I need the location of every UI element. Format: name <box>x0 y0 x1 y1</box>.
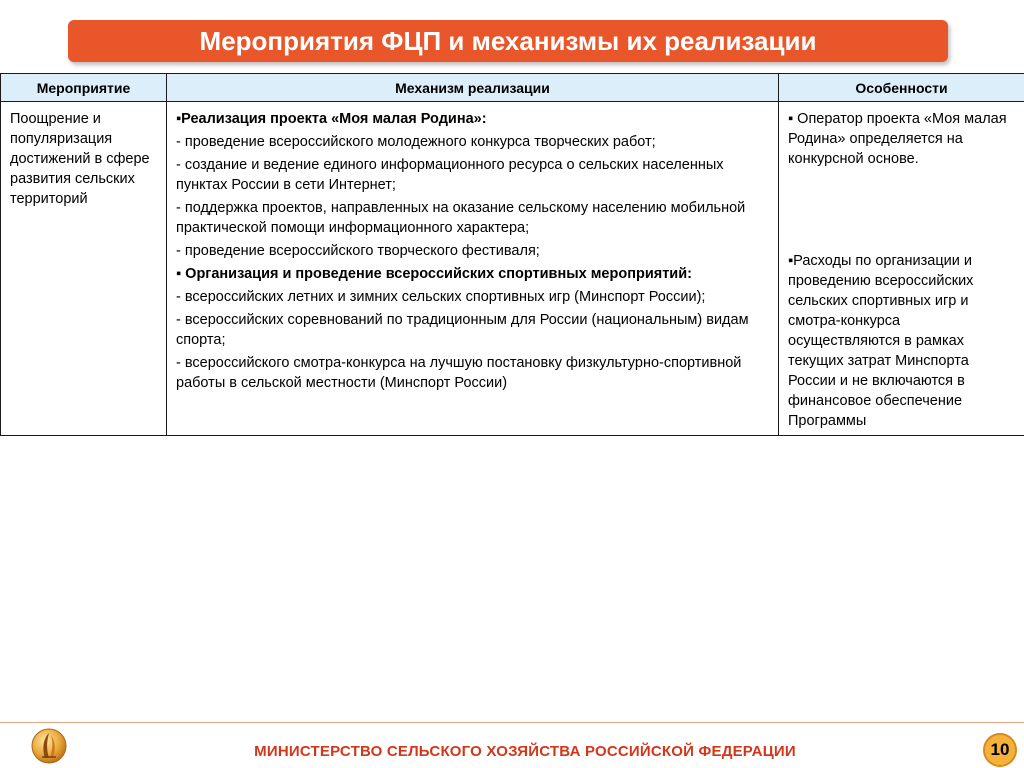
title-banner <box>68 20 948 62</box>
mechanism-cell <box>167 102 779 436</box>
ministry-name: МИНИСТЕРСТВО СЕЛЬСКОГО ХОЗЯЙСТВА РОССИЙСКОЙ ФЕДЕРАЦИИ <box>254 743 796 760</box>
mechanism-item: ▪Реализация проекта «Моя малая Родина»: <box>176 111 487 127</box>
table-row <box>1 102 1024 436</box>
mechanism-item: - всероссийских летних и зимних сельских спортивных игр (Минспорт России); <box>176 289 706 305</box>
mechanism-item: - проведение всероссийского молодежного конкурса творческих работ; <box>176 134 656 150</box>
mechanism-item: - поддержка проектов, направленных на оказание сельскому населению мобильной практической помощи информационного характера; <box>176 200 746 236</box>
mechanism-item: - всероссийского смотра-конкурса на лучшую постановку физкультурно-спортивной работы в сельской местности (Минспорт России) <box>176 355 742 391</box>
header-features: Особенности <box>779 74 1024 102</box>
features-cell <box>779 102 1024 436</box>
header-event: Мероприятие <box>1 74 167 102</box>
page-number-badge: 10 <box>983 733 1017 767</box>
footer-divider <box>0 722 1024 723</box>
mechanism-item: - всероссийских соревнований по традиционным для России (национальным) видам спорта; <box>176 312 749 348</box>
page-title: Мероприятия ФЦП и механизмы их реализации <box>199 25 817 56</box>
events-table <box>0 73 1024 436</box>
feature-item: ▪ Оператор проекта «Моя малая Родина» определяется на конкурсной основе. <box>788 111 1007 167</box>
table-header-row <box>1 74 1024 102</box>
mechanism-item: - проведение всероссийского творческого фестиваля; <box>176 243 540 259</box>
header-mechanism: Механизм реализации <box>167 74 779 102</box>
event-cell: Поощрение и популяризация достижений в сфере развития сельских территорий <box>1 102 167 436</box>
feature-item: ▪Расходы по организации и проведению всероссийских сельских спортивных игр и смотра-конкурса осуществляются в рамках текущих затрат Минспорта России и не включаются в финансовое обеспечение Программы <box>788 253 974 429</box>
mechanism-item: ▪ Организация и проведение всероссийских спортивных мероприятий: <box>176 266 692 282</box>
mechanism-item: - создание и ведение единого информационного ресурса о сельских населенных пунктах России в сети Интернет; <box>176 157 724 193</box>
